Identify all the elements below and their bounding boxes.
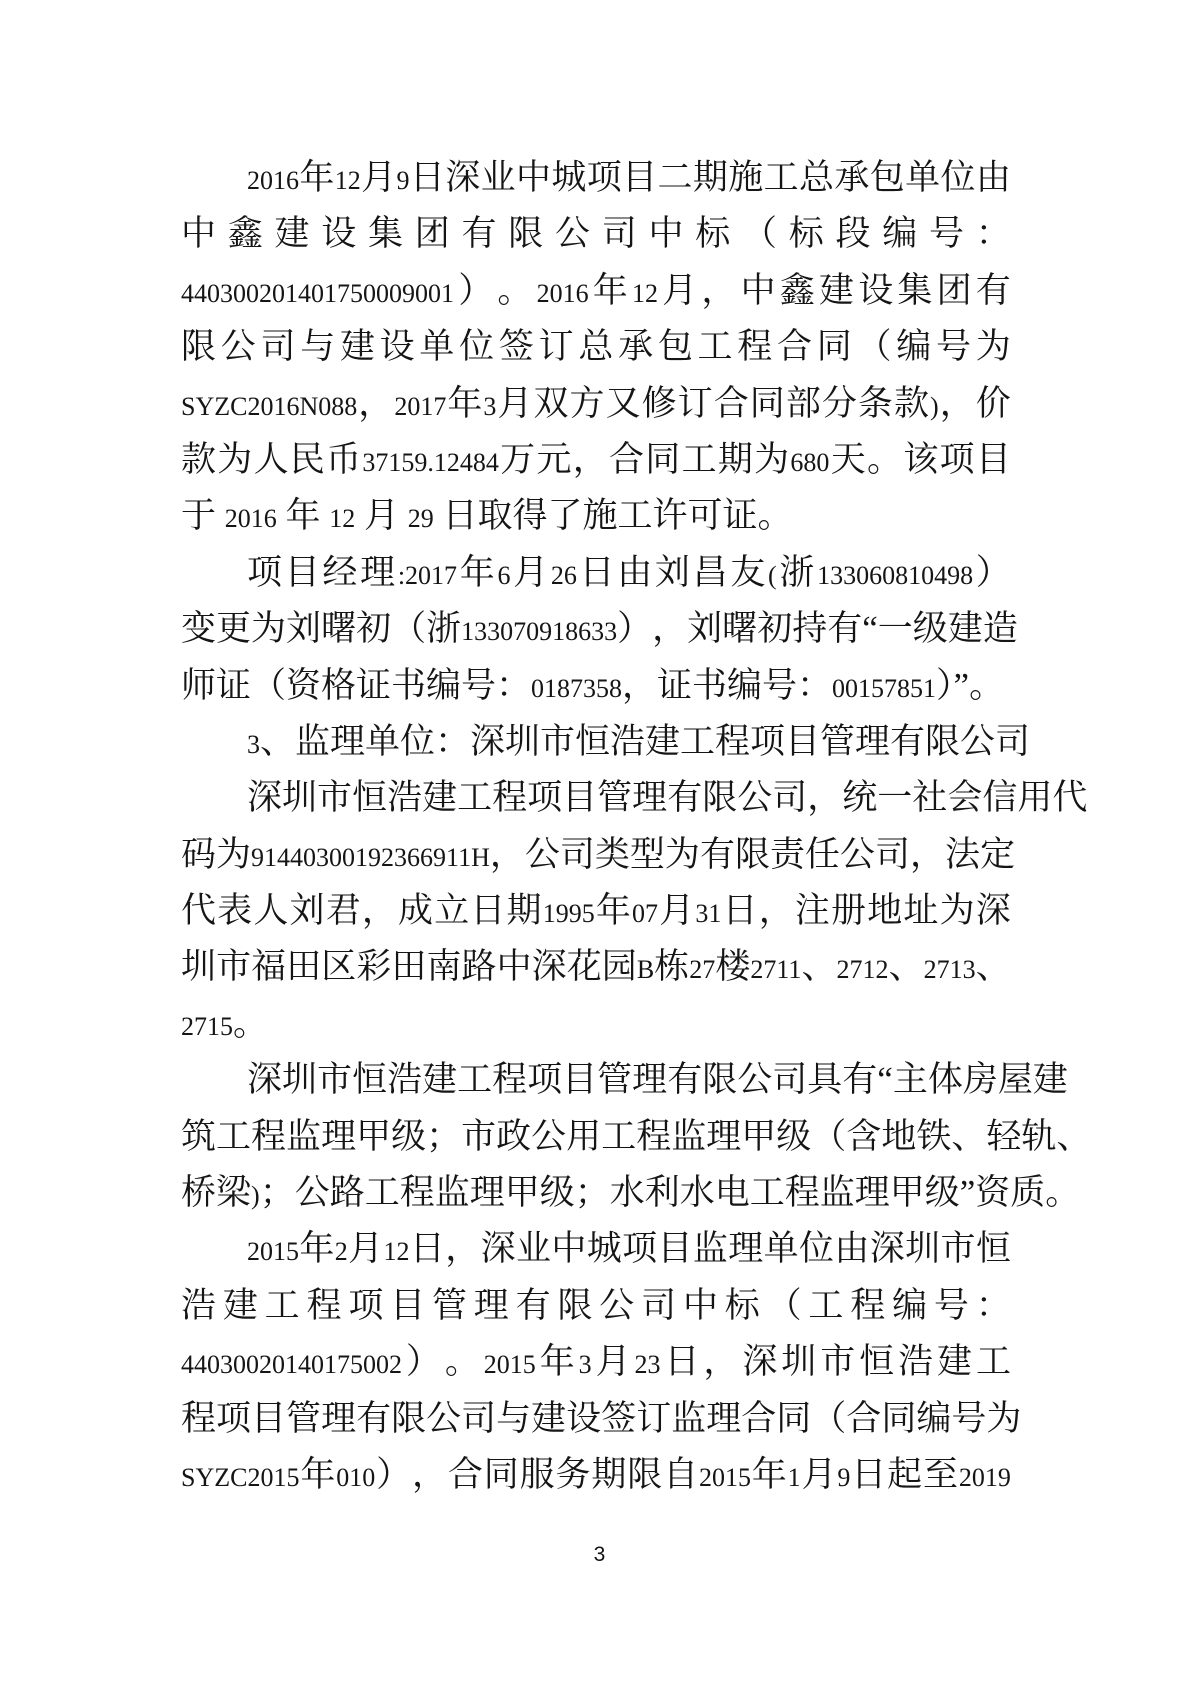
text-line: 变 更 为 刘 曙 初 （ 浙 133070918633 ） ， 刘 曙 初 持 有 “ 一 级 建 造 xyxy=(181,609,1018,649)
text-line: 中 鑫 建 设 集 团 有 限 公 司 中 标 （ 标 段 编 号 ： xyxy=(181,214,1011,254)
text-line: 项 目 经 理 :2017 年 6 月 26 日 由 刘 昌 友 ( 浙 133060810498 ） xyxy=(247,552,1011,592)
text-line: 款 为 人 民 币 37159.12484 万 元 ， 合 同 工 期 为 680 天 。 该 项 目 xyxy=(181,439,1011,479)
text-block xyxy=(181,150,1092,1503)
text-line: 2715。 xyxy=(181,1003,269,1043)
text-line: 深 圳 市 恒 浩 建 工 程 项 目 管 理 有 限 公 司 ， 统 一 社 会 信 用 代 xyxy=(247,778,1088,818)
text-line: 代 表 人 刘 君 ， 成 立 日 期 1995 年 07 月 31 日 ， 注 册 地 址 为 深 xyxy=(181,891,1011,931)
text-line: 440300201401750009001 ） 。 2016 年 12 月 ， 中 鑫 建 设 集 团 有 xyxy=(181,270,1011,310)
text-line: 程 项 目 管 理 有 限 公 司 与 建 设 签 订 监 理 合 同 （ 合 同 编 号 为 xyxy=(181,1398,1022,1438)
text-line: 圳 市 福 田 区 彩 田 南 路 中 深 花 园 B 栋 27 楼 2711 、 2712 、 2713 、 xyxy=(181,947,1011,987)
text-line: 2016 年 12 月 9 日 深 业 中 城 项 目 二 期 施 工 总 承 包 单 位 由 xyxy=(247,158,1011,197)
page-number: 3 xyxy=(593,1543,606,1566)
text-line: 深 圳 市 恒 浩 建 工 程 项 目 管 理 有 限 公 司 具 有 “ 主 体 房 屋 建 xyxy=(247,1060,1068,1100)
text-line: 桥梁)；公路工程监理甲级；水利水电工程监理甲级”资质。 xyxy=(181,1173,1081,1213)
text-line: 码 为 91440300192366911H ， 公 司 类 型 为 有 限 责 任 公 司 ， 法 定 xyxy=(181,834,1016,874)
page-footer xyxy=(0,1538,1199,1572)
text-line: 筑 工 程 监 理 甲 级 ； 市 政 公 用 工 程 监 理 甲 级 （ 含 地 铁 、 轻 轨 、 xyxy=(181,1116,1092,1156)
text-line: 44030020140175002 ） 。 2015 年 3 月 23 日 ， 深 圳 市 恒 浩 建 工 xyxy=(181,1342,1011,1382)
text-line: SYZC2015 年 010 ） ， 合 同 服 务 期 限 自 2015 年 1 月 9 日 起 至 2019 xyxy=(181,1454,1011,1494)
text-line: 2015 年 2 月 12 日 ， 深 业 中 城 项 目 监 理 单 位 由 深 圳 市 恒 xyxy=(247,1229,1011,1269)
text-line: 于 2016 年 12 月 29 日取得了施工许可证。 xyxy=(181,496,793,536)
text-line: 师证（资格证书编号：0187358，证书编号：00157851）”。 xyxy=(181,665,1005,705)
text-line: 限 公 司 与 建 设 单 位 签 订 总 承 包 工 程 合 同 （ 编 号 为 xyxy=(181,327,1011,367)
text-line: SYZC2016N088 ， 2017 年 3 月 双 方 又 修 订 合 同 部 分 条 款 ) ， 价 xyxy=(181,383,1011,423)
text-line: 浩 建 工 程 项 目 管 理 有 限 公 司 中 标 （ 工 程 编 号 ： xyxy=(181,1285,1011,1325)
text-line: 3、监理单位：深圳市恒浩建工程项目管理有限公司 xyxy=(247,721,1031,761)
